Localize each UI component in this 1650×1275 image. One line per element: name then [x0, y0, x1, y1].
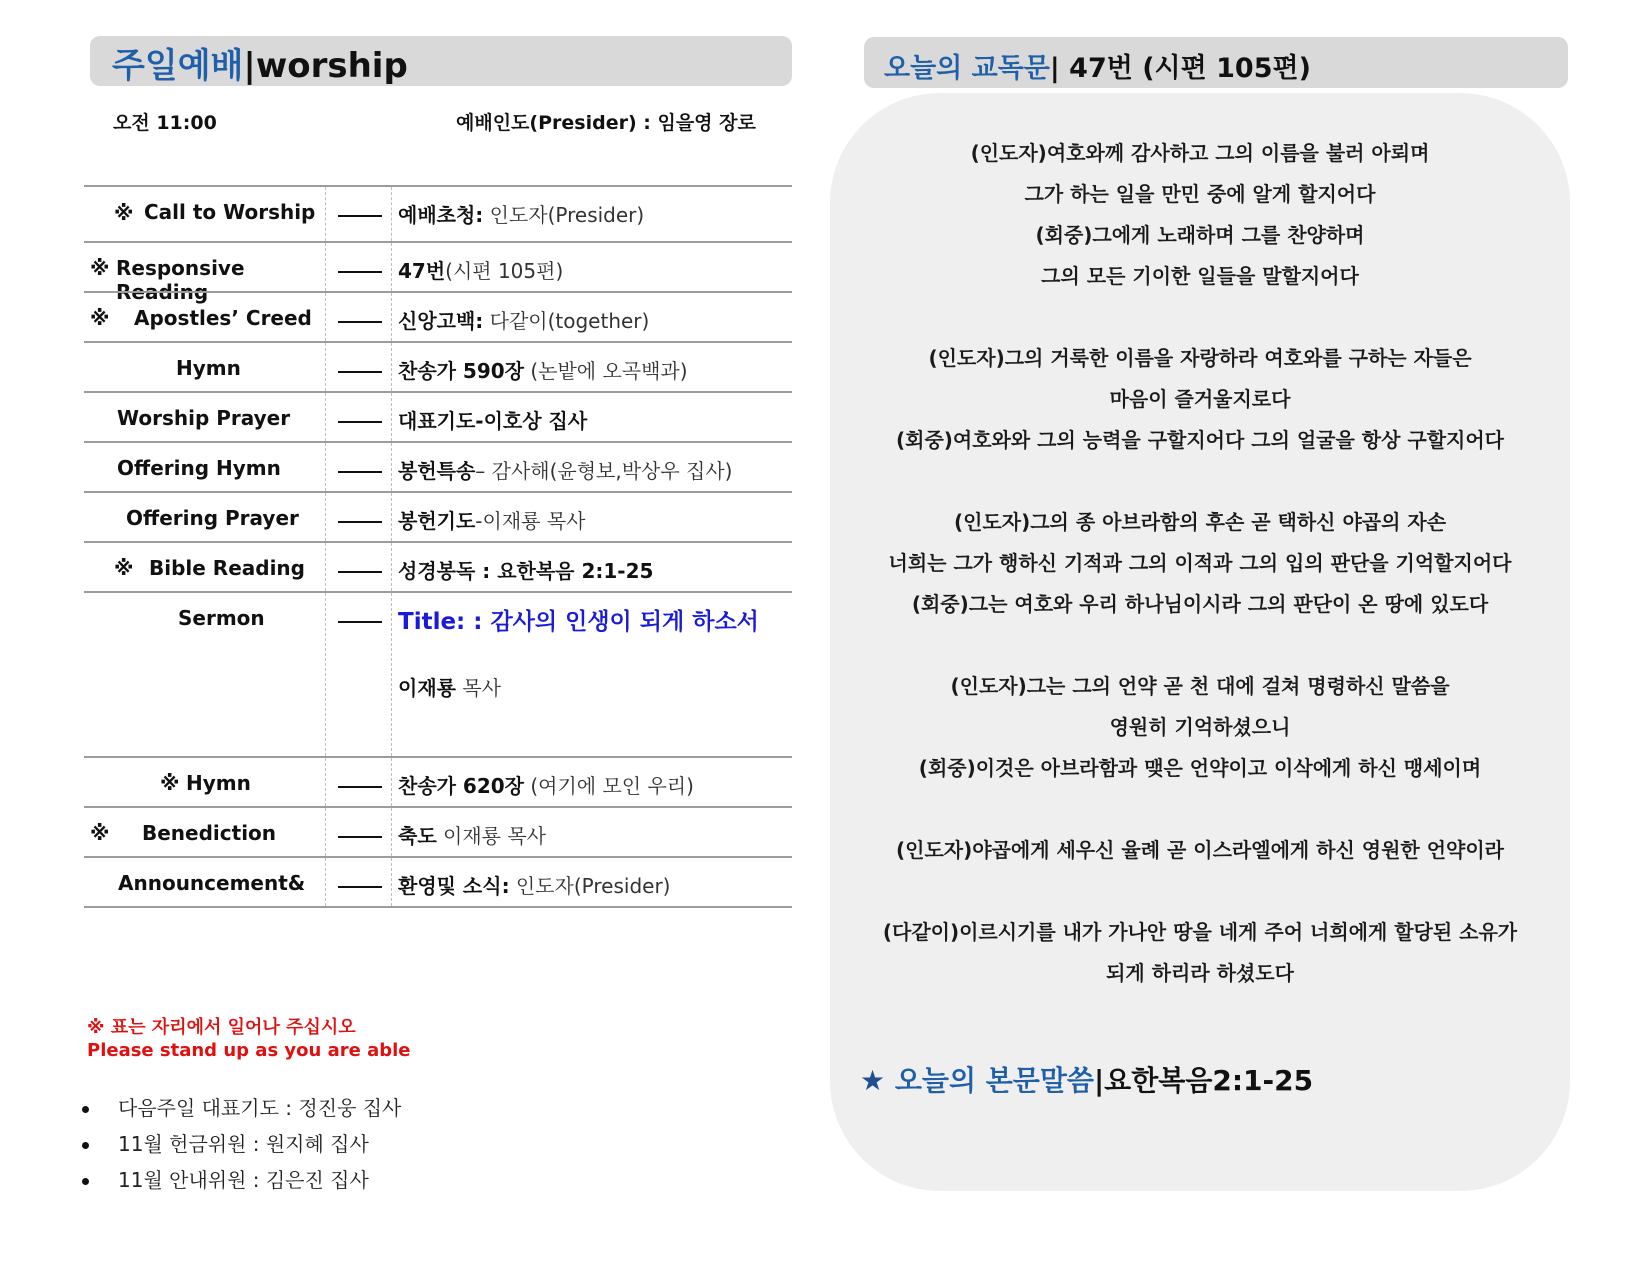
order-item-bold: 47번	[398, 259, 446, 283]
order-item-detail: 인도자(Presider)	[509, 874, 671, 898]
order-item-detail: (논밭에 오곡백과)	[524, 359, 688, 383]
bullet-icon	[82, 1178, 89, 1185]
stand-mark: ※	[90, 821, 110, 845]
reading-line: (인도자)야곱에게 세우신 율례 곧 이스라엘에게 하신 영원한 언약이라	[896, 838, 1504, 862]
bullet-icon	[82, 1106, 89, 1113]
order-item-bold: 대표기도-이호상 집사	[398, 409, 588, 433]
preacher-name: 이재룡	[398, 676, 456, 700]
order-row-sermon	[84, 591, 792, 756]
list-item	[80, 1165, 401, 1201]
order-dash	[338, 271, 382, 273]
order-dash	[338, 321, 382, 323]
announcement-text: 11월 헌금위원 : 원지혜 집사	[118, 1132, 369, 1156]
order-item-bold: 환영및 소식:	[398, 874, 510, 898]
order-dash	[338, 521, 382, 523]
order-dash	[338, 421, 382, 423]
star-icon: ★	[860, 1064, 886, 1097]
reading-line: 그가 하는 일을 만민 중에 알게 할지어다	[1024, 182, 1376, 206]
stand-note-en: Please stand up as you are able	[87, 1040, 411, 1061]
order-item-bold: 성경봉독 : 요한복음 2:1-25	[398, 559, 654, 583]
scripture-heading	[860, 1061, 1313, 1101]
scripture-reference: |요한복음2:1-25	[1093, 1064, 1314, 1097]
order-item-bold: 찬송가 590장	[398, 359, 524, 383]
order-item-detail: (여기에 모인 우리)	[524, 774, 694, 798]
order-item-name: Offering Prayer	[126, 506, 299, 530]
order-item-bold: 신앙고백:	[398, 309, 484, 333]
order-dash	[338, 571, 382, 573]
reading-line: (회중)그는 여호와 우리 하나님이시라 그의 판단이 온 땅에 있도다	[911, 592, 1489, 616]
reading-line: 너희는 그가 행하신 기적과 그의 이적과 그의 입의 판단을 기억할지어다	[888, 551, 1512, 575]
reading-gap	[840, 461, 1560, 502]
order-item-name: Offering Hymn	[117, 456, 281, 480]
order-item-bold: 예배초청:	[398, 203, 484, 227]
announcement-list	[80, 1093, 401, 1201]
responsive-reading-text	[840, 133, 1560, 994]
order-item-detail: 이재룡 목사	[436, 824, 546, 848]
reading-gap	[840, 789, 1560, 830]
stand-mark: ※	[114, 556, 134, 580]
order-item-bold: 찬송가 620장	[398, 774, 524, 798]
order-row	[84, 291, 792, 341]
order-dash	[338, 886, 382, 888]
order-item-name: Hymn	[186, 771, 251, 795]
sermon-title: Title: : 감사의 인생이 되게 하소서	[398, 609, 759, 635]
reading-line: 마음이 즐거울지로다	[1109, 387, 1291, 411]
order-dash	[338, 215, 382, 217]
order-row	[84, 441, 792, 491]
stand-note-ko: ※ 표는 자리에서 일어나 주십시오	[87, 1017, 356, 1038]
reading-gap	[840, 871, 1560, 912]
reading-line: (회중)여호와와 그의 능력을 구할지어다 그의 얼굴을 항상 구할지어다	[896, 428, 1504, 452]
reading-line: (인도자)그는 그의 언약 곧 천 대에 걸쳐 명령하신 말씀을	[950, 674, 1450, 698]
order-item-bold: 봉헌기도	[398, 509, 476, 533]
worship-title-separator: |	[243, 46, 256, 86]
reading-line: (회중)이것은 아브라함과 맺은 언약이고 이삭에게 하신 맹세이며	[918, 756, 1482, 780]
order-item-name: Bible Reading	[149, 556, 305, 580]
scripture-label: 오늘의 본문말씀	[894, 1064, 1094, 1097]
order-item-detail: 인도자(Presider)	[483, 203, 645, 227]
stand-mark: ※	[90, 256, 110, 280]
reading-line: 그의 모든 기이한 일들을 말할지어다	[1041, 264, 1359, 288]
order-row	[84, 241, 792, 304]
reading-gap	[840, 625, 1560, 666]
service-time: 오전 11:00	[113, 112, 217, 134]
order-item-name: Apostles’ Creed	[134, 306, 312, 330]
order-item-name: Worship Prayer	[117, 406, 291, 430]
order-item-name: Benediction	[142, 821, 277, 845]
order-item-name: Hymn	[176, 356, 241, 380]
order-item-name: Responsive Reading	[116, 256, 245, 304]
order-dash	[338, 621, 382, 623]
worship-title-en: worship	[255, 46, 408, 86]
order-item-name: Sermon	[178, 606, 265, 630]
order-of-service-table	[84, 185, 792, 908]
reading-line: (다같이)이르시기를 내가 가나안 땅을 네게 주어 너희에게 할당된 소유가	[882, 920, 1518, 944]
reading-line: (회중)그에게 노래하며 그를 찬양하며	[1035, 223, 1365, 247]
announcement-text: 다음주일 대표기도 : 정진웅 집사	[118, 1096, 402, 1120]
order-row	[84, 185, 792, 241]
order-row	[84, 541, 792, 591]
order-item-bold: 봉헌특송	[398, 459, 476, 483]
list-item	[80, 1129, 401, 1165]
order-item-name: Announcement&	[118, 871, 306, 895]
order-item-detail: -이재룡 목사	[475, 509, 586, 533]
order-row	[84, 391, 792, 441]
reading-title-rest: | 47번 (시편 105편)	[1049, 53, 1311, 84]
bullet-icon	[82, 1142, 89, 1149]
order-row	[84, 491, 792, 541]
order-row	[84, 856, 792, 908]
order-item-detail: (시편 105편)	[445, 259, 564, 283]
stand-mark: ※	[114, 201, 134, 225]
reading-gap	[840, 297, 1560, 338]
announcement-text: 11월 안내위원 : 김은진 집사	[118, 1168, 369, 1192]
order-dash	[338, 836, 382, 838]
reading-header-title	[884, 49, 1311, 89]
stand-mark: ※	[160, 771, 180, 795]
order-row	[84, 341, 792, 391]
order-item-bold: 축도	[398, 824, 437, 848]
order-dash	[338, 471, 382, 473]
presider-info: 예배인도(Presider) : 임을영 장로	[456, 112, 756, 134]
list-item	[80, 1093, 401, 1129]
worship-header-title	[112, 46, 408, 86]
reading-line: (인도자)그의 거룩한 이름을 자랑하라 여호와를 구하는 자들은	[928, 346, 1472, 370]
preacher-title: 목사	[455, 676, 501, 700]
order-item-detail: – 감사해(윤형보,박상우 집사)	[475, 459, 733, 483]
order-row	[84, 806, 792, 856]
reading-line: (인도자)그의 종 아브라함의 후손 곧 택하신 야곱의 자손	[953, 510, 1447, 534]
order-item-detail: 다같이(together)	[483, 309, 650, 333]
reading-title-ko: 오늘의 교독문	[884, 53, 1050, 84]
worship-title-ko: 주일예배	[112, 46, 244, 86]
order-row	[84, 756, 792, 806]
stand-mark: ※	[90, 306, 110, 330]
order-dash	[338, 371, 382, 373]
reading-line: 영원히 기억하셨으니	[1109, 715, 1291, 739]
reading-line: 되게 하리라 하셨도다	[1106, 961, 1294, 985]
order-dash	[338, 786, 382, 788]
reading-line: (인도자)여호와께 감사하고 그의 이름을 불러 아뢰며	[970, 141, 1430, 165]
order-item-name: Call to Worship	[144, 200, 316, 224]
